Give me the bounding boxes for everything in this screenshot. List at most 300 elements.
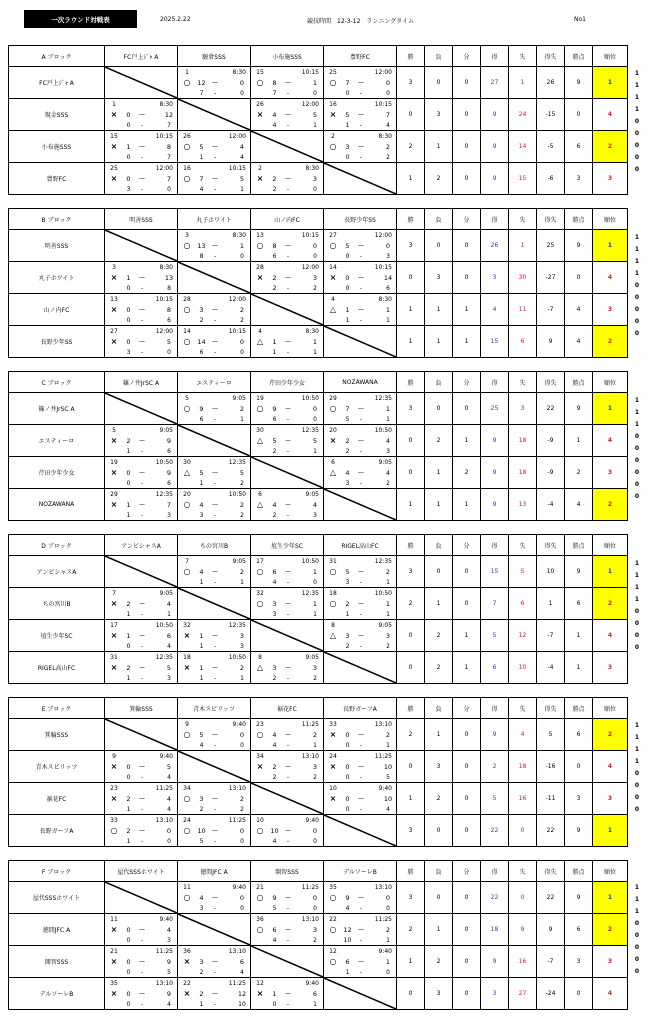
goals-for: 3 — [481, 262, 509, 294]
self-match-cell — [324, 815, 397, 847]
match-number: 4 — [331, 295, 335, 303]
halftime-for: 0 — [126, 773, 131, 781]
halftime-separator: - — [286, 1000, 290, 1008]
match-result — [324, 294, 396, 325]
score-against: 7 — [166, 500, 172, 509]
goal-difference: -4 — [537, 652, 565, 684]
self-match-cell — [178, 425, 251, 457]
stat-column-header: 勝 — [397, 46, 425, 67]
score-for: 3 — [345, 631, 350, 640]
halftime-against: 0 — [313, 578, 317, 586]
halftime-for: 0 — [126, 316, 131, 324]
team-name: 小布施SSS — [9, 131, 105, 163]
side-mark: 0 — [634, 632, 640, 639]
score-against: 3 — [312, 663, 318, 672]
score-separator: — — [139, 958, 145, 965]
team-row — [9, 751, 628, 783]
match-cell — [251, 67, 324, 99]
self-match-cell — [251, 946, 324, 978]
rank-badge: 1 — [593, 882, 628, 914]
stat-column-header: 順位 — [593, 861, 628, 882]
match-result — [178, 882, 250, 913]
loss-cross-icon: × — [256, 273, 264, 282]
stat-column-header: 分 — [453, 698, 481, 719]
win-circle-icon: ○ — [183, 241, 191, 250]
goal-difference: 9 — [537, 326, 565, 358]
halftime-against: 2 — [240, 479, 244, 487]
stat-column-header: 勝点 — [565, 535, 593, 556]
halftime-for: 4 — [272, 741, 277, 749]
halftime-against: 0 — [240, 348, 244, 356]
team-row — [9, 163, 628, 195]
block-table — [8, 208, 628, 358]
score-against: 3 — [312, 174, 318, 183]
loss-cross-icon: × — [110, 142, 118, 151]
halftime-against: 0 — [167, 185, 171, 193]
halftime-for: 2 — [272, 674, 277, 682]
self-match-cell — [324, 163, 397, 195]
kickoff-time: 9:40 — [378, 947, 392, 955]
side-mark: 0 — [634, 968, 640, 975]
stat-column-header: 失 — [509, 535, 537, 556]
rank-badge: 1 — [593, 393, 628, 425]
halftime-for: 1 — [345, 121, 350, 129]
team-column-header: 芹田少年少女 — [251, 372, 324, 393]
score-against: 3 — [239, 631, 245, 640]
diagonal-line — [178, 425, 250, 456]
wins: 0 — [397, 262, 425, 294]
score-against: 12 — [237, 989, 247, 998]
win-circle-icon: ○ — [183, 567, 191, 576]
score-for: 4 — [272, 110, 277, 119]
side-mark: 1 — [634, 397, 640, 404]
team-row — [9, 425, 628, 457]
score-against: 1 — [312, 567, 318, 576]
halftime-separator: - — [286, 674, 290, 682]
halftime-separator: - — [140, 284, 144, 292]
match-cell — [178, 719, 251, 751]
loss-cross-icon: × — [110, 989, 118, 998]
halftime-for: 2 — [272, 511, 277, 519]
draws: 0 — [453, 163, 481, 195]
side-mark: 0 — [634, 956, 640, 963]
match-result — [324, 67, 396, 98]
goal-difference: 5 — [537, 719, 565, 751]
diagonal-line — [178, 262, 250, 293]
match-number: 21 — [256, 883, 264, 891]
block-name: A ブロック — [9, 46, 105, 67]
halftime-separator: - — [286, 121, 290, 129]
goals-against: 11 — [509, 294, 537, 326]
halftime-against: 0 — [313, 415, 317, 423]
loss-cross-icon: × — [256, 110, 264, 119]
match-result — [178, 978, 250, 1009]
side-mark: 0 — [634, 130, 640, 137]
match-result — [178, 620, 250, 651]
score-separator: — — [139, 143, 145, 150]
goal-difference: -5 — [537, 131, 565, 163]
stat-column-header: 負 — [425, 861, 453, 882]
goal-difference: -7 — [537, 294, 565, 326]
goal-difference: -9 — [537, 425, 565, 457]
halftime-separator: - — [286, 773, 290, 781]
goal-difference: 9 — [537, 914, 565, 946]
stat-column-header: 勝 — [397, 861, 425, 882]
match-number: 28 — [256, 263, 264, 271]
score-against: 7 — [166, 174, 172, 183]
halftime-separator: - — [359, 89, 363, 97]
stat-column-header: 分 — [453, 209, 481, 230]
match-result — [178, 163, 250, 194]
match-cell — [178, 131, 251, 163]
side-mark: 0 — [634, 469, 640, 476]
score-separator: — — [358, 894, 364, 901]
diagonal-line — [105, 719, 177, 750]
match-number: 23 — [256, 720, 264, 728]
side-mark: 0 — [634, 142, 640, 149]
kickoff-time: 9:05 — [305, 490, 319, 498]
wins: 2 — [397, 914, 425, 946]
score-for: 14 — [197, 337, 206, 346]
score-separator: — — [139, 175, 145, 182]
rank-badge: 4 — [593, 620, 628, 652]
stat-column-header: 失 — [509, 209, 537, 230]
match-cell — [178, 783, 251, 815]
kickoff-time: 13:10 — [374, 720, 392, 728]
losses: 1 — [425, 489, 453, 521]
loss-cross-icon: × — [110, 500, 118, 509]
halftime-against: 6 — [167, 479, 171, 487]
match-cell — [324, 457, 397, 489]
team-column-header: 篠ノ井JrSC A — [105, 372, 178, 393]
team-column-header: 長野少年SS — [324, 209, 397, 230]
wins: 2 — [397, 588, 425, 620]
halftime-for: 6 — [199, 415, 204, 423]
halftime-against: 1 — [313, 610, 317, 618]
team-name: FC戸上ｼﾞｬ A — [9, 67, 105, 99]
kickoff-time: 12:35 — [228, 621, 246, 629]
goals-against: 18 — [509, 751, 537, 783]
goals-for: 9 — [481, 131, 509, 163]
score-against: 0 — [239, 893, 245, 902]
halftime-separator: - — [140, 936, 144, 944]
points: 6 — [565, 719, 593, 751]
losses: 0 — [425, 815, 453, 847]
kickoff-time: 13:10 — [374, 883, 392, 891]
halftime-separator: - — [213, 968, 217, 976]
score-for: 8 — [272, 241, 277, 250]
side-mark: 0 — [634, 944, 640, 951]
score-against: 5 — [166, 663, 172, 672]
loss-cross-icon: × — [110, 762, 118, 771]
halftime-separator: - — [140, 479, 144, 487]
score-for: 2 — [272, 174, 277, 183]
score-for: 5 — [345, 241, 350, 250]
loss-cross-icon: × — [110, 957, 118, 966]
match-number: 15 — [110, 132, 118, 140]
halftime-against: 2 — [313, 674, 317, 682]
goals-against: 0 — [509, 815, 537, 847]
kickoff-time: 9:05 — [232, 557, 246, 565]
halftime-for: 10 — [343, 936, 352, 944]
match-result — [251, 556, 323, 587]
loss-cross-icon: × — [256, 989, 264, 998]
points: 3 — [565, 163, 593, 195]
stat-column-header: 負 — [425, 372, 453, 393]
halftime-against: 0 — [313, 252, 317, 260]
score-separator: — — [212, 731, 218, 738]
block-header-row — [9, 698, 628, 719]
goals-against: 9 — [509, 914, 537, 946]
score-separator: — — [285, 731, 291, 738]
stat-column-header: 順位 — [593, 46, 628, 67]
self-match-cell — [178, 99, 251, 131]
rank-badge: 2 — [593, 131, 628, 163]
score-separator: — — [358, 274, 364, 281]
win-circle-icon: ○ — [329, 404, 337, 413]
halftime-separator: - — [286, 610, 290, 618]
loss-cross-icon: × — [329, 273, 337, 282]
rank-badge: 1 — [593, 815, 628, 847]
losses: 2 — [425, 163, 453, 195]
match-cell — [251, 815, 324, 847]
self-match-cell — [251, 294, 324, 326]
halftime-against: 1 — [240, 674, 244, 682]
match-number: 20 — [183, 490, 191, 498]
stat-column-header: 得失 — [537, 535, 565, 556]
side-mark: 1 — [634, 70, 640, 77]
match-number: 34 — [183, 784, 191, 792]
score-separator: — — [139, 437, 145, 444]
kickoff-time: 9:40 — [232, 720, 246, 728]
losses: 0 — [425, 67, 453, 99]
halftime-for: 3 — [199, 904, 204, 912]
score-separator: — — [285, 79, 291, 86]
self-match-cell — [178, 751, 251, 783]
score-separator: — — [139, 111, 145, 118]
side-mark: 0 — [634, 806, 640, 813]
halftime-for: 0 — [126, 1000, 131, 1008]
match-number: 32 — [183, 621, 191, 629]
team-row — [9, 99, 628, 131]
score-against: 2 — [385, 567, 391, 576]
match-result — [251, 719, 323, 750]
halftime-for: 5 — [199, 837, 204, 845]
halftime-for: 0 — [345, 741, 350, 749]
side-mark: 1 — [634, 896, 640, 903]
team-column-header: FC戸上ｼﾞｬ A — [105, 46, 178, 67]
team-column-header: 裾花FC — [251, 698, 324, 719]
diagonal-line — [178, 751, 250, 782]
halftime-for: 1 — [199, 153, 204, 161]
goal-difference: -24 — [537, 978, 565, 1010]
losses: 3 — [425, 978, 453, 1010]
halftime-against: 0 — [240, 904, 244, 912]
score-against: 4 — [166, 925, 172, 934]
halftime-against: 0 — [240, 837, 244, 845]
side-mark: 0 — [634, 932, 640, 939]
kickoff-time: 8:30 — [305, 164, 319, 172]
team-name: 箕輪SSS — [9, 719, 105, 751]
kickoff-time: 11:25 — [301, 883, 319, 891]
halftime-against: 1 — [313, 741, 317, 749]
halftime-for: 7 — [199, 89, 204, 97]
match-cell — [251, 914, 324, 946]
halftime-for: 3 — [345, 578, 350, 586]
diagonal-line — [324, 978, 396, 1009]
kickoff-time: 9:40 — [159, 752, 173, 760]
wins: 2 — [397, 719, 425, 751]
side-mark: 1 — [634, 246, 640, 253]
goal-difference: -9 — [537, 457, 565, 489]
score-for: 4 — [345, 468, 350, 477]
halftime-separator: - — [359, 284, 363, 292]
team-name: デルソーレB — [9, 978, 105, 1010]
side-mark: 0 — [634, 433, 640, 440]
team-row — [9, 131, 628, 163]
halftime-separator: - — [213, 185, 217, 193]
match-number: 13 — [110, 295, 118, 303]
match-cell — [324, 719, 397, 751]
halftime-separator: - — [213, 153, 217, 161]
rank-badge: 3 — [593, 783, 628, 815]
points: 1 — [565, 652, 593, 684]
halftime-for: 4 — [272, 936, 277, 944]
loss-cross-icon: × — [329, 436, 337, 445]
match-result — [324, 131, 396, 162]
kickoff-time: 11:25 — [228, 816, 246, 824]
rank-badge: 4 — [593, 425, 628, 457]
halftime-separator: - — [213, 642, 217, 650]
match-cell — [251, 719, 324, 751]
score-for: 0 — [345, 762, 350, 771]
self-match-cell — [105, 882, 178, 914]
team-column-header: 徳間JFC A — [178, 861, 251, 882]
halftime-against: 1 — [240, 578, 244, 586]
match-result — [324, 230, 396, 261]
score-against: 4 — [166, 794, 172, 803]
match-number: 27 — [110, 327, 118, 335]
team-column-header: エスティーロ — [178, 372, 251, 393]
goals-for: 9 — [481, 99, 509, 131]
stat-column-header: 得 — [481, 209, 509, 230]
win-circle-icon: ○ — [183, 404, 191, 413]
kickoff-time: 12:00 — [155, 327, 173, 335]
wins: 0 — [397, 751, 425, 783]
match-number: 13 — [256, 231, 264, 239]
match-cell — [324, 294, 397, 326]
side-mark: 1 — [634, 258, 640, 265]
match-cell — [251, 751, 324, 783]
goals-against: 24 — [509, 99, 537, 131]
stat-column-header: 得失 — [537, 861, 565, 882]
halftime-separator: - — [213, 252, 217, 260]
team-row — [9, 588, 628, 620]
halftime-for: 0 — [345, 153, 350, 161]
side-mark: 1 — [634, 234, 640, 241]
match-number: 26 — [256, 100, 264, 108]
match-number: 30 — [183, 458, 191, 466]
kickoff-time: 9:40 — [232, 883, 246, 891]
win-circle-icon: ○ — [183, 142, 191, 151]
match-cell — [324, 946, 397, 978]
match-number: 14 — [183, 327, 191, 335]
score-separator: — — [212, 338, 218, 345]
match-cell — [178, 620, 251, 652]
match-number: 9 — [185, 720, 189, 728]
loss-cross-icon: × — [110, 305, 118, 314]
kickoff-time: 12:35 — [155, 490, 173, 498]
score-against: 2 — [239, 305, 245, 314]
halftime-against: 0 — [386, 904, 390, 912]
halftime-against: 6 — [386, 284, 390, 292]
match-cell — [105, 163, 178, 195]
halftime-against: 3 — [167, 511, 171, 519]
kickoff-time: 13:10 — [228, 784, 246, 792]
goals-for: 22 — [481, 882, 509, 914]
rank-badge: 2 — [593, 326, 628, 358]
points: 9 — [565, 230, 593, 262]
score-against: 0 — [312, 826, 318, 835]
draws: 1 — [453, 425, 481, 457]
block-header-row — [9, 209, 628, 230]
match-cell — [105, 783, 178, 815]
team-column-header: NOZAWANA — [324, 372, 397, 393]
match-number: 3 — [185, 231, 189, 239]
stat-column-header: 勝 — [397, 372, 425, 393]
score-for: 12 — [197, 78, 206, 87]
rank-badge: 3 — [593, 652, 628, 684]
draw-triangle-icon: △ — [329, 468, 337, 477]
match-number: 29 — [329, 394, 337, 402]
goal-difference: 22 — [537, 882, 565, 914]
goals-for: 5 — [481, 620, 509, 652]
match-cell — [324, 425, 397, 457]
halftime-against: 2 — [240, 511, 244, 519]
losses: 1 — [425, 294, 453, 326]
match-cell — [105, 815, 178, 847]
draws: 0 — [453, 946, 481, 978]
self-match-cell — [324, 652, 397, 684]
score-separator: — — [285, 405, 291, 412]
match-number: 25 — [110, 164, 118, 172]
match-number: 29 — [110, 490, 118, 498]
kickoff-time: 10:50 — [374, 589, 392, 597]
score-against: 2 — [385, 730, 391, 739]
score-for: 7 — [345, 78, 350, 87]
draw-triangle-icon: △ — [183, 468, 191, 477]
team-column-header: 青木スピリッツ — [178, 698, 251, 719]
halftime-for: 0 — [272, 1000, 277, 1008]
draw-triangle-icon: △ — [329, 305, 337, 314]
halftime-against: 0 — [313, 837, 317, 845]
points: 9 — [565, 556, 593, 588]
score-separator: — — [139, 763, 145, 770]
match-cell — [178, 882, 251, 914]
block-table — [8, 697, 628, 847]
halftime-separator: - — [286, 415, 290, 423]
score-for: 2 — [126, 663, 131, 672]
match-result — [105, 783, 177, 814]
halftime-separator: - — [359, 316, 363, 324]
win-circle-icon: ○ — [183, 337, 191, 346]
self-match-cell — [324, 326, 397, 358]
side-mark: 1 — [634, 270, 640, 277]
losses: 3 — [425, 262, 453, 294]
team-row — [9, 489, 628, 521]
match-number: 6 — [258, 490, 262, 498]
kickoff-time: 11:25 — [155, 947, 173, 955]
